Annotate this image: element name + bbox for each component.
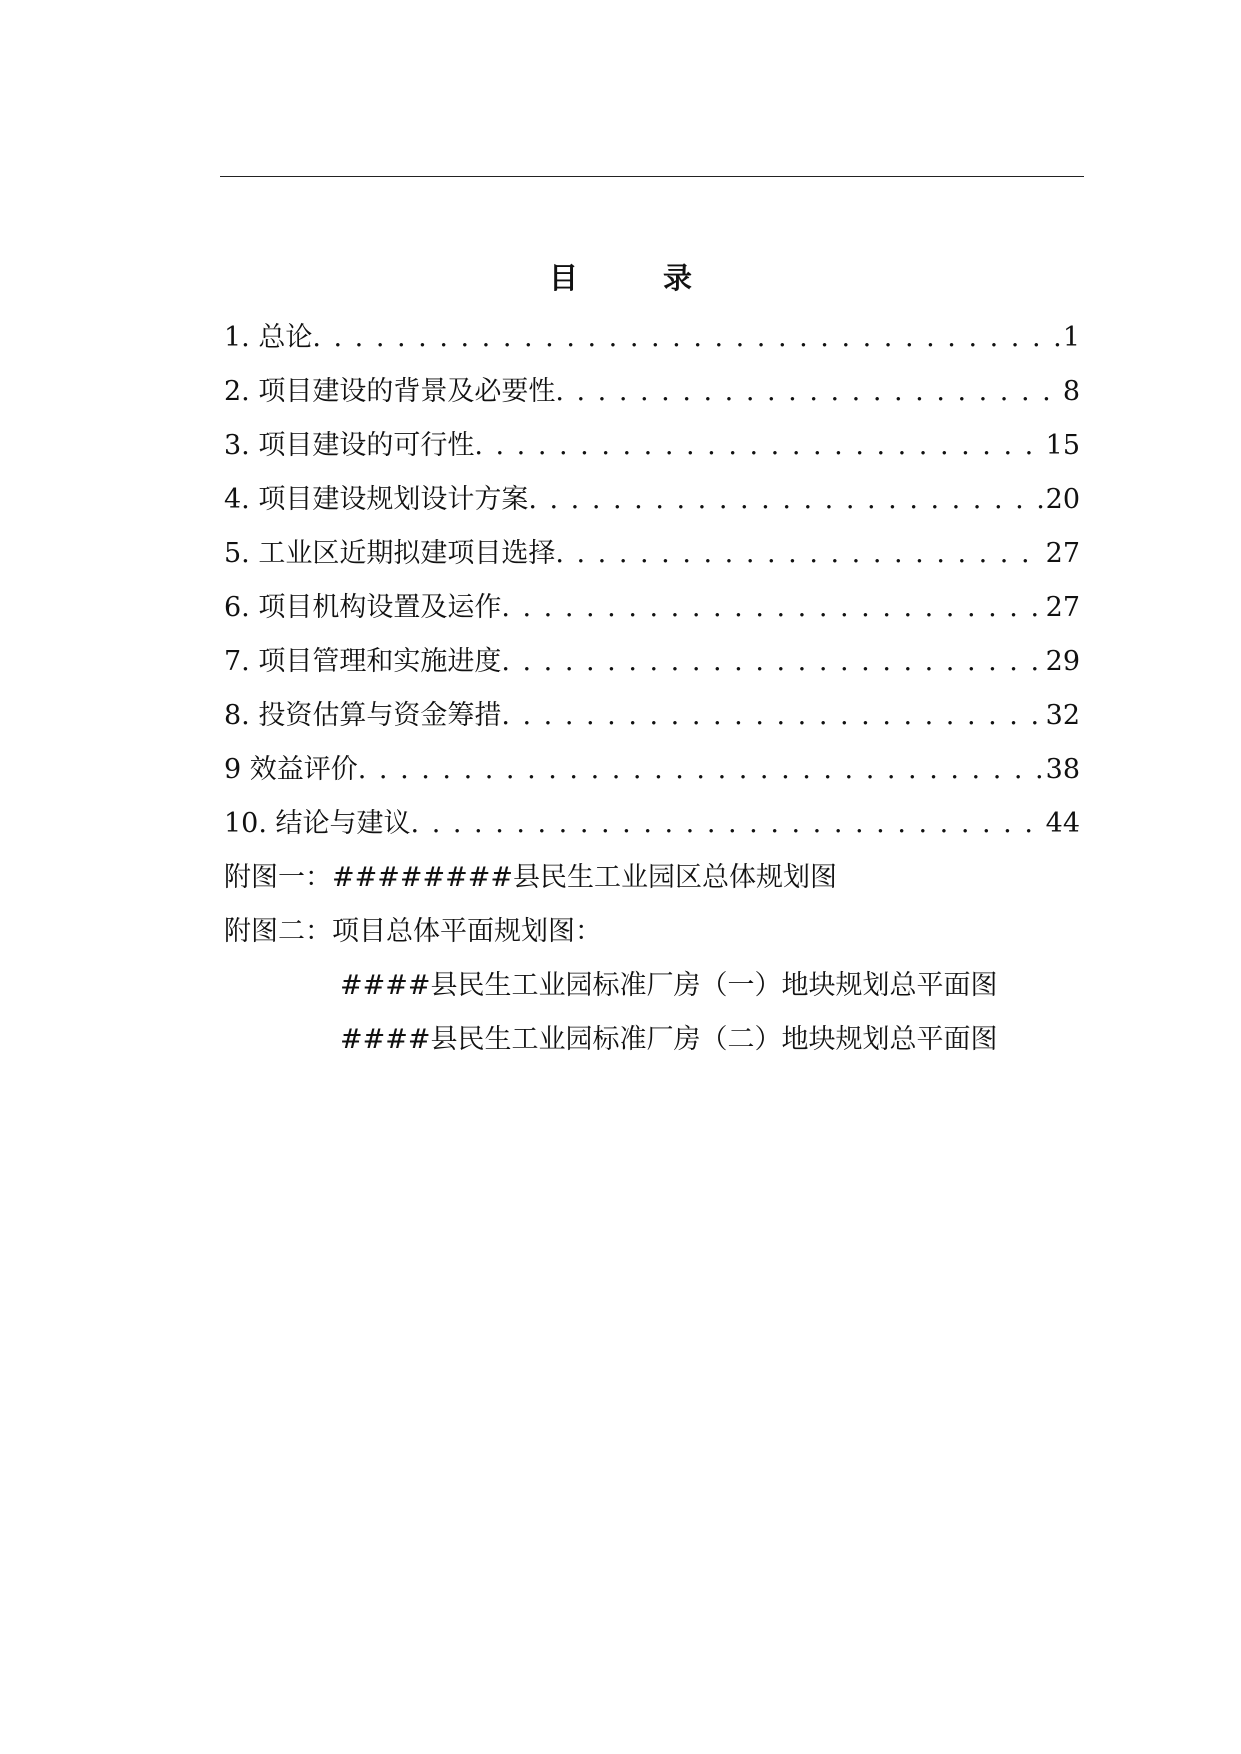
toc-entry-page: 44 (1045, 808, 1080, 839)
toc-entry-label: 2. 项目建设的背景及必要性 (224, 376, 556, 407)
toc-entry-page: 38 (1045, 754, 1080, 785)
toc-leader-dots (501, 581, 1043, 635)
appendix-item: 附图二：项目总体平面规划图： (224, 916, 602, 947)
page-title: 目 录 (548, 261, 720, 295)
toc-entry-page: 1 (1062, 322, 1080, 353)
appendix-item: 附图一：########县民生工业园区总体规划图 (224, 862, 837, 893)
toc-entry-page: 15 (1045, 430, 1080, 461)
table-of-contents (224, 311, 1080, 851)
toc-leader-dots (358, 743, 1044, 797)
toc-entry[interactable] (224, 581, 1080, 635)
toc-entry-label: 9 效益评价 (224, 754, 358, 785)
toc-entry-page: 8 (1062, 376, 1080, 407)
appendix-list (224, 851, 1080, 1067)
toc-entry[interactable] (224, 743, 1080, 797)
toc-entry-label: 6. 项目机构设置及运作 (224, 592, 502, 623)
toc-entry-label: 7. 项目管理和实施进度 (224, 646, 502, 677)
toc-entry[interactable] (224, 365, 1080, 419)
appendix-subitem: ####县民生工业园标准厂房（二）地块规划总平面图 (340, 1024, 998, 1055)
toc-leader-dots (411, 797, 1044, 851)
toc-entry[interactable] (224, 527, 1080, 581)
toc-entry-label: 5. 工业区近期拟建项目选择 (224, 538, 556, 569)
toc-entry[interactable] (224, 635, 1080, 689)
toc-leader-dots (555, 365, 1060, 419)
toc-entry-label: 8. 投资估算与资金筹措 (224, 700, 502, 731)
toc-entry[interactable] (224, 689, 1080, 743)
toc-entry-page: 29 (1045, 646, 1080, 677)
toc-entry-page: 27 (1045, 592, 1080, 623)
appendix-subitem: ####县民生工业园标准厂房（一）地块规划总平面图 (340, 970, 998, 1001)
toc-entry[interactable] (224, 473, 1080, 527)
header-rule (220, 176, 1084, 177)
toc-leader-dots (555, 527, 1043, 581)
toc-entry[interactable] (224, 797, 1080, 851)
toc-leader-dots (474, 419, 1043, 473)
toc-entry[interactable] (224, 419, 1080, 473)
toc-entry-page: 20 (1045, 484, 1080, 515)
toc-leader-dots (312, 311, 1060, 365)
toc-leader-dots (528, 473, 1043, 527)
toc-entry-label: 10. 结论与建议 (224, 808, 411, 839)
toc-entry-page: 32 (1045, 700, 1080, 731)
toc-entry-label: 3. 项目建设的可行性 (224, 430, 475, 461)
toc-leader-dots (501, 635, 1043, 689)
toc-entry-label: 4. 项目建设规划设计方案 (224, 484, 529, 515)
toc-entry-label: 1. 总论 (224, 322, 313, 353)
toc-entry-page: 27 (1045, 538, 1080, 569)
toc-entry[interactable] (224, 311, 1080, 365)
toc-leader-dots (501, 689, 1043, 743)
